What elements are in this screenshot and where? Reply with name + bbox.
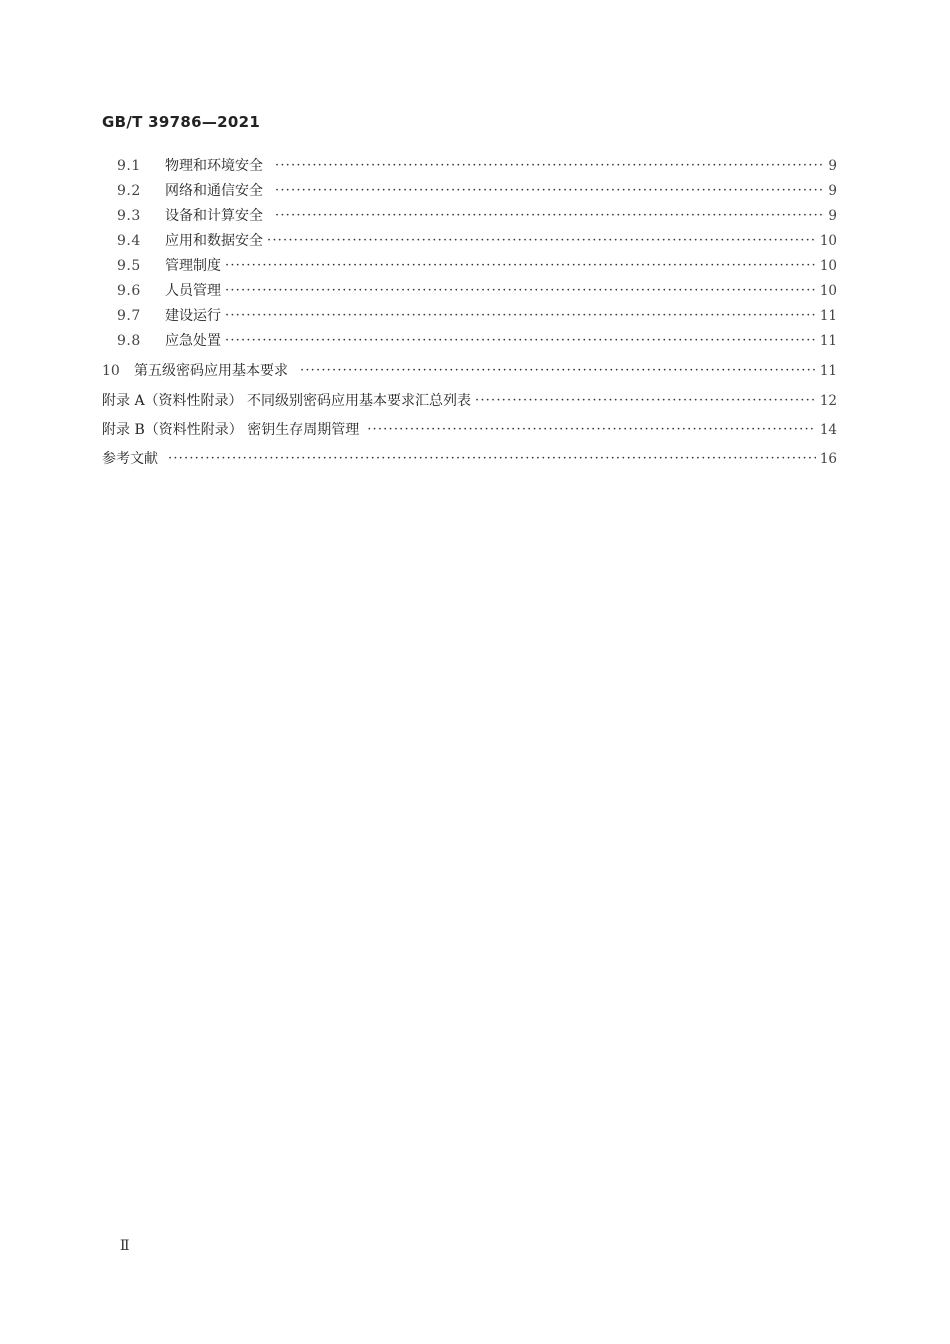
- toc-entry-page: 9: [828, 158, 837, 174]
- toc-entry-9-3[interactable]: [117, 205, 837, 227]
- toc-entry-page: 12: [819, 393, 837, 409]
- toc-entry-number: 9.8: [117, 333, 141, 349]
- toc-entry-title: 管理制度: [165, 258, 221, 274]
- toc-leader-dots: [267, 230, 816, 252]
- toc-entry-title: 物理和环境安全: [165, 158, 263, 174]
- toc-leader-dots: [275, 205, 824, 227]
- toc-entry-number: 9.1: [117, 158, 141, 174]
- toc-leader-dots: [225, 330, 816, 352]
- toc-leader-dots: [225, 305, 816, 327]
- toc-entry-page: 9: [828, 208, 837, 224]
- page-number-footer: Ⅱ: [120, 1238, 130, 1254]
- toc-entry-page: 11: [819, 308, 837, 324]
- toc-entry-page: 9: [828, 183, 837, 199]
- toc-entry-9-8[interactable]: [117, 330, 837, 352]
- toc-entry-appendix-b[interactable]: [102, 419, 837, 441]
- toc-entry-title: 应用和数据安全: [165, 233, 263, 249]
- toc-entry-page: 11: [819, 333, 837, 349]
- toc-entry-9-6[interactable]: [117, 280, 837, 302]
- toc-leader-dots: [225, 255, 816, 277]
- toc-leader-dots: [275, 155, 824, 177]
- toc-leader-dots: [168, 448, 816, 470]
- toc-entry-9-4[interactable]: [117, 230, 837, 252]
- standard-code-header: GB/T 39786—2021: [102, 113, 261, 131]
- toc-entry-title: 网络和通信安全: [165, 183, 263, 199]
- toc-entry-number: 9.6: [117, 283, 141, 299]
- toc-entry-page: 10: [819, 233, 837, 249]
- toc-entry-title: 附录 A（资料性附录） 不同级别密码应用基本要求汇总列表: [102, 393, 472, 409]
- toc-entry-9-1[interactable]: [117, 155, 837, 177]
- toc-entry-number: 9.2: [117, 183, 141, 199]
- toc-leader-dots: [367, 419, 816, 441]
- toc-entry-page: 16: [819, 451, 837, 467]
- toc-entry-number: 9.4: [117, 233, 141, 249]
- toc-entry-title: 第五级密码应用基本要求: [134, 363, 288, 379]
- toc-entry-10[interactable]: [102, 360, 837, 382]
- toc-entry-9-7[interactable]: [117, 305, 837, 327]
- toc-entry-page: 10: [819, 283, 837, 299]
- toc-entry-number: 9.7: [117, 308, 141, 324]
- toc-entry-title: 建设运行: [165, 308, 221, 324]
- toc-entry-appendix-a[interactable]: [102, 390, 837, 412]
- toc-entry-9-5[interactable]: [117, 255, 837, 277]
- toc-entry-number: 9.3: [117, 208, 141, 224]
- toc-entry-number: 10: [102, 363, 120, 379]
- toc-entry-page: 11: [819, 363, 837, 379]
- toc-leader-dots: [275, 180, 824, 202]
- toc-entry-title: 附录 B（资料性附录） 密钥生存周期管理: [102, 422, 360, 438]
- toc-entry-page: 14: [819, 422, 837, 438]
- toc-entry-page: 10: [819, 258, 837, 274]
- toc-leader-dots: [475, 390, 816, 412]
- toc-entry-number: 9.5: [117, 258, 141, 274]
- toc-entry-title: 参考文献: [102, 451, 158, 467]
- toc-entry-references[interactable]: [102, 448, 837, 470]
- toc-entry-title: 人员管理: [165, 283, 221, 299]
- toc-entry-9-2[interactable]: [117, 180, 837, 202]
- toc-leader-dots: [300, 360, 816, 382]
- toc-entry-title: 设备和计算安全: [165, 208, 263, 224]
- toc-leader-dots: [225, 280, 816, 302]
- toc-entry-title: 应急处置: [165, 333, 221, 349]
